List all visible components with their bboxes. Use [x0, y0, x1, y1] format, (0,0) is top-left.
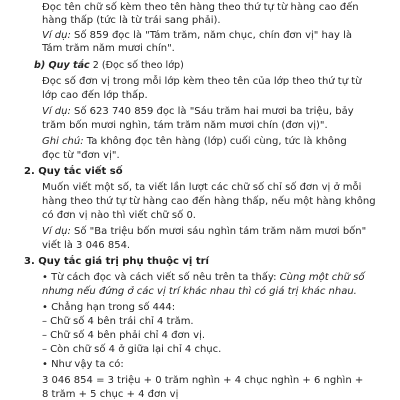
text-line: [42, 224, 366, 239]
text-line: [42, 342, 221, 357]
text-line: [42, 180, 361, 195]
text-line: [42, 148, 120, 163]
text-line: [42, 104, 354, 119]
text-segment: • Từ cách đọc và cách viết số nêu trên ta thấy:: [42, 272, 280, 283]
emphasis-text: Ghi chú:: [42, 136, 84, 147]
text-line: [42, 314, 194, 329]
text-line: [42, 357, 124, 372]
emphasis-text: b) Quy tắc: [34, 60, 90, 71]
text-line: [34, 58, 184, 73]
text-segment: lớp cao đến lớp thấp.: [42, 90, 148, 101]
emphasis-text: Ví dụ:: [42, 106, 71, 117]
text-segment: – Còn chữ số 4 ở giữa lại chỉ 4 chục.: [42, 344, 222, 355]
text-segment: Muốn viết một số, ta viết lần lượt các chữ số chỉ số đơn vị ở mỗi: [42, 182, 362, 193]
text-segment: Số 859 đọc là "Tám trăm, năm chục, chín đơn vị" hay là: [70, 30, 353, 41]
emphasis-text: Cùng một chữ số: [279, 272, 365, 283]
text-line: [42, 284, 357, 299]
text-line: [42, 300, 175, 315]
emphasis-text: nhưng nếu đứng ở các vị trí khác nhau thì có giá trị khác nhau.: [42, 286, 357, 297]
text-segment: Đọc tên chữ số kèm theo tên hàng theo thứ tự từ hàng cao đến: [42, 2, 359, 13]
text-line: [42, 387, 178, 400]
section-heading: 2. Quy tắc viết số: [24, 166, 123, 177]
text-line: [42, 208, 196, 223]
text-segment: Ta không đọc tên hàng (lớp) cuối cùng, tức là không: [83, 136, 347, 147]
text-line: [42, 41, 175, 56]
text-segment: – Chữ số 4 bên trái chỉ 4 trăm.: [42, 316, 194, 327]
text-line: [42, 373, 363, 388]
text-segment: hàng thấp (tức là từ trái sang phải).: [42, 15, 221, 26]
emphasis-text: Ví dụ:: [42, 30, 71, 41]
section-heading: 3. Quy tắc giá trị phụ thuộc vị trí: [24, 256, 209, 267]
text-line: [42, 74, 362, 89]
text-segment: 3 046 854 = 3 triệu + 0 trăm nghìn + 4 chục nghìn + 6 nghìn +: [42, 375, 364, 386]
text-line: [42, 118, 328, 133]
text-line: [42, 328, 205, 343]
text-segment: Số 623 740 859 đọc là "Sáu trăm hai mươi ba triệu, bảy: [70, 106, 354, 117]
text-segment: có đơn vị nào thì viết chữ số 0.: [42, 210, 196, 221]
text-segment: • Chẳng hạn trong số 444:: [42, 302, 176, 313]
text-line: [42, 270, 364, 285]
text-segment: trăm bốn mươi nghìn, tám trăm năm mươi chín (đơn vị)".: [42, 120, 328, 131]
text-line: [42, 134, 347, 149]
text-segment: 2 (Đọc số theo lớp): [89, 60, 184, 71]
text-segment: • Như vậy ta có:: [42, 359, 124, 370]
text-line: [42, 194, 376, 209]
text-segment: Tám trăm năm mươi chín".: [42, 43, 175, 54]
text-line: [42, 238, 130, 253]
text-segment: hàng theo thứ tự từ hàng cao đến hàng thấp, nếu một hàng không: [42, 196, 376, 207]
text-segment: đọc từ "đơn vị".: [42, 150, 120, 161]
text-segment: – Chữ số 4 bên phải chỉ 4 đơn vị.: [42, 330, 206, 341]
text-segment: Số "Ba triệu bốn mươi sáu nghìn tám trăm năm mươi bốn": [70, 226, 367, 237]
text-segment: Đọc số đơn vị trong mỗi lớp kèm theo tên của lớp theo thứ tự từ: [42, 76, 362, 87]
text-line: [24, 164, 123, 179]
text-line: [24, 254, 209, 269]
text-line: [42, 88, 148, 103]
text-line: [42, 13, 221, 28]
emphasis-text: Ví dụ:: [42, 226, 71, 237]
text-segment: 8 trăm + 5 chục + 4 đơn vị: [42, 389, 179, 400]
text-segment: viết là 3 046 854.: [42, 240, 131, 251]
